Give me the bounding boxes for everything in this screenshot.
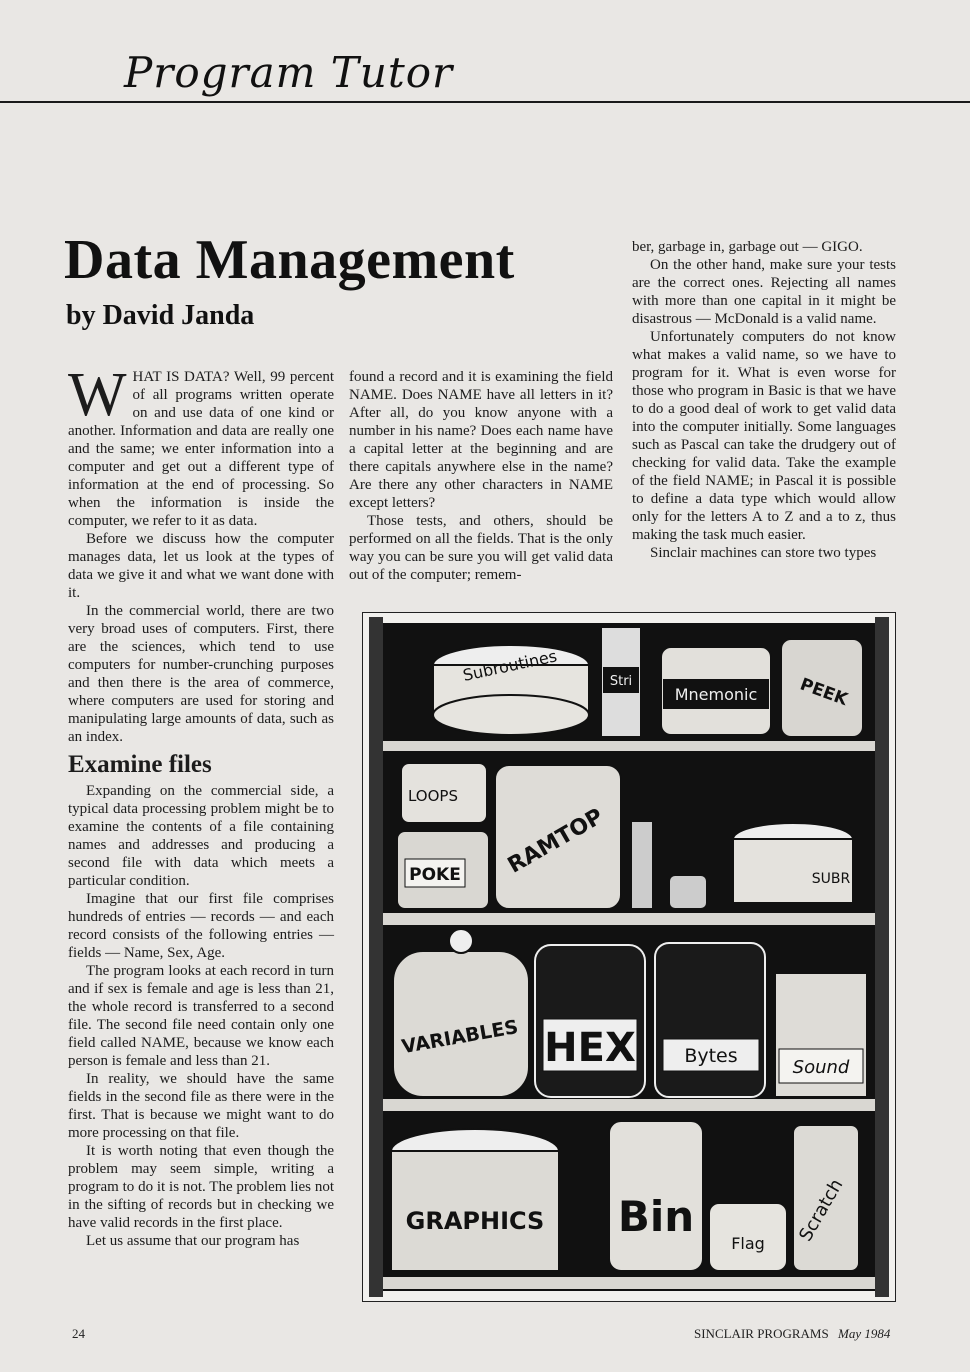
svg-text:GRAPHICS: GRAPHICS <box>405 1207 545 1235</box>
paragraph: Sinclair machines can store two types <box>650 545 877 561</box>
drop-cap: W <box>68 361 127 429</box>
paragraph: Before we discuss how the computer manages data, let us look at the types of data we give it and what we want done with it. <box>68 531 334 601</box>
svg-text:SUBR: SUBR <box>811 871 851 887</box>
svg-text:Sound: Sound <box>792 1057 850 1078</box>
svg-text:Scratch: Scratch <box>795 1175 848 1245</box>
jar-peek <box>781 639 863 737</box>
shelf-4 <box>383 1277 875 1289</box>
shelf-2 <box>383 913 875 925</box>
bottle-scratch <box>793 1125 859 1271</box>
page-number: 24 <box>72 1326 85 1341</box>
publication-date: May 1984 <box>837 1326 891 1341</box>
header-rule <box>0 101 970 103</box>
svg-text:RAMTOP: RAMTOP <box>503 804 608 879</box>
article-title: Data Management <box>64 229 515 291</box>
paragraph: The program looks at each record in turn and if sex is female and age is less than 21, the whole record is transferred to a second file. The second file need contain only one field called NAME, because we know each person is female and less than 21. <box>68 963 334 1069</box>
jars-illustration <box>362 612 896 1302</box>
svg-text:Flag: Flag <box>731 1234 765 1253</box>
jar-poke <box>397 831 489 909</box>
jar-hex <box>535 945 645 1097</box>
svg-text:POKE: POKE <box>409 865 461 885</box>
jar-bytes <box>655 943 765 1097</box>
column-2 <box>349 368 613 584</box>
svg-text:Bin: Bin <box>617 1192 695 1241</box>
jar-stri <box>601 627 641 737</box>
box-sound <box>775 973 867 1097</box>
svg-text:HEX: HEX <box>544 1025 636 1071</box>
jar-graphics <box>391 1129 559 1271</box>
paragraph: In reality, we should have the same fields in the second file as there were in the first. That is because we might want to do more processing on that file. <box>68 1071 334 1141</box>
paragraph: On the other hand, make sure your tests are the correct ones. Rejecting all names with more than one capital in it might be disastrous — McDonald is a valid name. <box>632 257 896 327</box>
paragraph: Let us assume that our program has <box>86 1233 300 1249</box>
intro-paragraph: WHAT IS DATA? Well, 99 percent of all programs written operate on and use data of one kind or another. Information and data are really one and the same; we enter information into a computer and get out a different type of information at the end of processing. So when the information is inside the computer, we refer to it as data. <box>68 361 334 529</box>
paragraph: Those tests, and others, should be performed on all the fields. That is the only way you can be sure you will get valid data out of the computer; remem- <box>349 513 613 583</box>
section-title: Program Tutor <box>118 48 459 97</box>
article-byline: by David Janda <box>66 300 255 331</box>
jar-subr <box>733 823 853 903</box>
column-1 <box>68 361 334 1250</box>
jar-mnemonic <box>661 647 771 735</box>
paragraph: It is worth noting that even though the problem may seem simple, writing a program to do it is not. The problem lies not in the sifting of records but in checking we have valid records in the first place. <box>68 1143 334 1231</box>
svg-text:Subroutines: Subroutines <box>461 646 559 685</box>
shelf-1 <box>383 741 875 751</box>
frame-right <box>875 617 889 1297</box>
jar-subroutines <box>433 645 589 735</box>
jar-loops <box>401 763 487 823</box>
publication-name: SINCLAIR PROGRAMS <box>694 1326 829 1341</box>
column-3 <box>632 238 896 562</box>
footer-publication <box>694 1326 890 1342</box>
paragraph: ber, garbage in, garbage out — GIGO. <box>632 239 863 255</box>
subheading: Examine files <box>68 751 212 778</box>
svg-text:Stri: Stri <box>609 674 633 689</box>
jar-flag <box>709 1203 787 1271</box>
jar-ramtop <box>495 765 621 909</box>
jars-shelf-drawing <box>363 613 895 1301</box>
svg-text:PEEK: PEEK <box>797 674 851 711</box>
shelf-3 <box>383 1099 875 1111</box>
jar-variables <box>393 929 529 1097</box>
paragraph: Expanding on the commercial side, a typical data processing problem might be to examine the contents of a file containing names and addresses and producing a second file with data which meets a particular condition. <box>68 783 334 889</box>
svg-text:LOOPS: LOOPS <box>407 787 459 805</box>
svg-text:VARIABLES: VARIABLES <box>400 1016 520 1059</box>
paragraph: In the commercial world, there are two very broad uses of computers. First, there are the sciences, which tend to use computers for number-crunching purposes and then there is the area of commerce, where computers are used for storing and manipulating large amounts of data, such as an index. <box>68 603 334 745</box>
frame-left <box>369 617 383 1297</box>
svg-text:Mnemonic: Mnemonic <box>674 685 758 704</box>
svg-text:Bytes: Bytes <box>684 1045 738 1067</box>
paragraph: Unfortunately computers do not know what makes a valid name, so we have to program for it. What is even worse for those who program in Basic is that we have to do a good deal of work to get valid data into the computer initially. Some languages such as Pascal can take the drudgery out of checking for valid data. Take the example of the field NAME; in Pascal it is possible to define a data type which would allow only for the letters A to Z and a to z, thus making the task much easier. <box>632 329 896 543</box>
paragraph: found a record and it is examining the field NAME. Does NAME have all letters in it? After all, do you know anyone with a number in his name? Does each name have a capital letter at the beginning and are there capitals anywhere else in the name? Are there any other characters in NAME except letters? <box>349 369 613 511</box>
paragraph: Imagine that our first file comprises hundreds of entries — records — and each record consists of the following entries — fields — Name, Sex, Age. <box>68 891 334 961</box>
jar-bin <box>609 1121 703 1271</box>
